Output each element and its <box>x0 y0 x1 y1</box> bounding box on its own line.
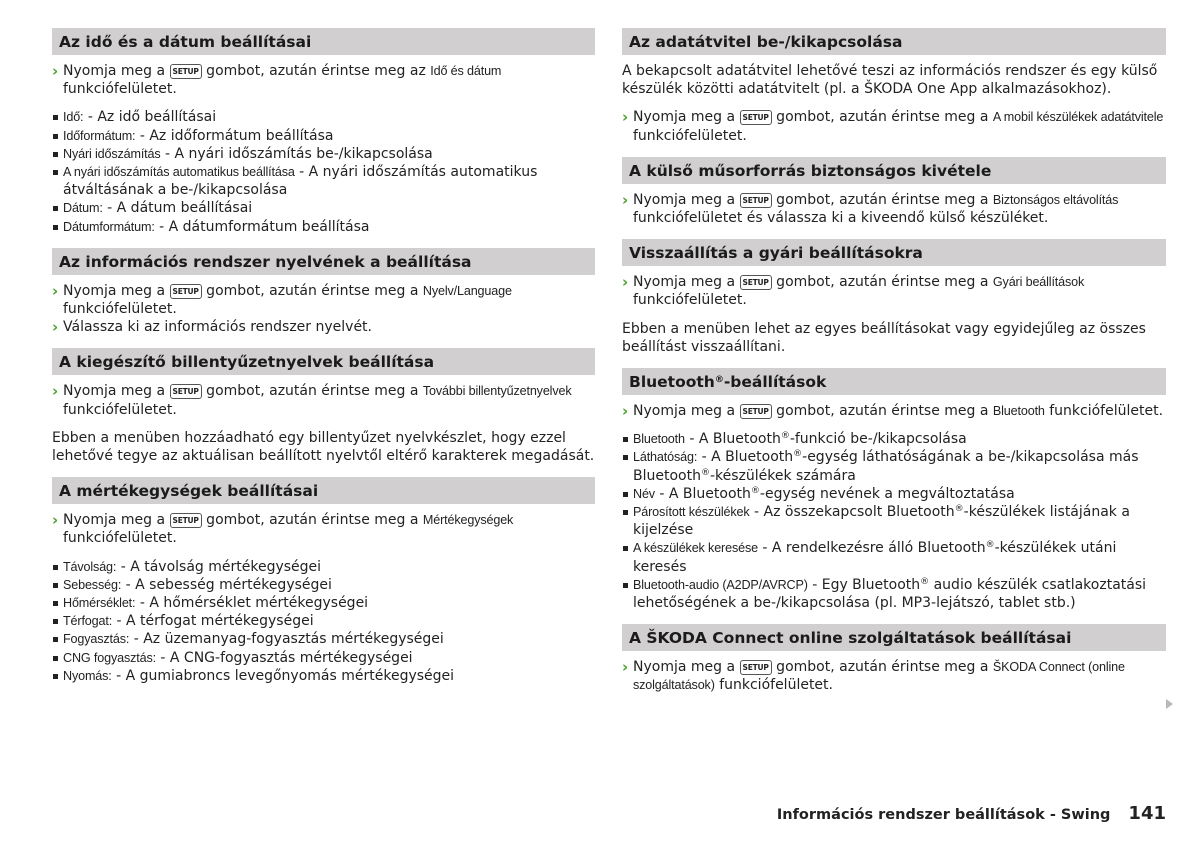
step-text: funkciófelületet. <box>63 81 177 98</box>
function-term: Bluetooth <box>992 404 1045 419</box>
item-text: -készülékek listájának a kijelzése <box>633 504 1130 539</box>
item-text: - A távolság mértékegységei <box>116 558 322 575</box>
step-text: gombot, azután érintse meg a <box>771 403 993 420</box>
function-term: ŠKODA Connect (online szolgáltatások) <box>633 660 1125 693</box>
section-safe-removal <box>622 157 1166 227</box>
function-term: A nyári időszámítás automatikus beállítása <box>63 165 295 180</box>
setup-key-icon: SETUP <box>170 513 202 528</box>
section-heading: A ŠKODA Connect online szolgáltatások beállításai <box>622 624 1166 651</box>
item-text: - Az időformátum beállítása <box>135 127 334 144</box>
item-text: - A Bluetooth <box>684 431 781 448</box>
section-bluetooth <box>622 368 1166 612</box>
registered-mark: ® <box>780 431 790 442</box>
list-item <box>52 612 595 630</box>
function-term: A mobil készülékek adatátvitele <box>992 110 1164 125</box>
function-term: Nyári időszámítás <box>63 146 161 161</box>
page-number: 141 <box>1128 803 1166 824</box>
function-term: Távolság: <box>63 559 117 574</box>
item-text: - A térfogat mértékegységei <box>112 613 314 630</box>
list-item <box>52 576 595 594</box>
setup-key-icon: SETUP <box>170 384 202 399</box>
settings-list <box>622 430 1166 612</box>
section-data-transfer <box>622 28 1166 145</box>
step-text: Válassza ki az információs rendszer nyelvét. <box>63 319 372 336</box>
instruction-step <box>52 382 595 418</box>
page-footer <box>777 803 1166 824</box>
item-text: - A dátumformátum beállítása <box>154 218 370 235</box>
continue-arrow-icon <box>1166 699 1173 709</box>
list-item <box>52 145 595 163</box>
section-heading: A kiegészítő billentyűzetnyelvek beállítása <box>52 348 595 375</box>
section-skoda-connect <box>622 624 1166 694</box>
right-column <box>622 28 1166 707</box>
list-item <box>622 448 1166 484</box>
function-term: Biztonságos eltávolítás <box>992 192 1119 207</box>
instruction-step <box>622 658 1166 694</box>
paragraph: Ebben a menüben lehet az egyes beállításokat vagy egyidejűleg az összes beállítást visszaállítani. <box>622 320 1146 355</box>
footer-title: Információs rendszer beállítások - Swing <box>776 807 1111 823</box>
list-item <box>622 503 1166 539</box>
step-text: funkciófelületet. <box>633 127 747 144</box>
step-text: gombot, azután érintse meg a <box>771 659 993 676</box>
function-term: Idő: <box>63 110 84 125</box>
function-term: Térfogat: <box>63 614 113 629</box>
item-text: - A dátum beállításai <box>102 200 253 217</box>
step-text: gombot, azután érintse meg az <box>201 63 431 79</box>
step-text: Nyomja meg a <box>63 383 170 400</box>
step-text: Nyomja meg a <box>633 109 740 126</box>
function-term: Gyári beállítások <box>992 275 1085 290</box>
chevron-right-icon: › <box>52 382 59 401</box>
step-text: gombot, azután érintse meg a <box>771 191 993 208</box>
item-text: - A CNG-fogyasztás mértékegységei <box>155 649 413 666</box>
item-text: -készülékek számára <box>709 467 856 484</box>
step-text: gombot, azután érintse meg a <box>201 383 423 400</box>
list-item <box>52 218 595 236</box>
heading-text: -beállítások <box>723 373 827 392</box>
left-column <box>52 28 595 697</box>
function-term: Nyomás: <box>63 668 112 683</box>
setup-key-icon: SETUP <box>740 404 772 419</box>
settings-list <box>52 558 595 685</box>
registered-mark: ® <box>920 576 930 587</box>
section-heading: Az idő és a dátum beállításai <box>52 28 595 55</box>
chevron-right-icon: › <box>52 62 59 80</box>
instruction-step <box>622 402 1166 420</box>
list-item <box>52 199 595 217</box>
instruction-step <box>52 62 595 98</box>
list-item <box>622 576 1166 612</box>
step-text: gombot, azután érintse meg a <box>201 282 423 299</box>
function-term: Időformátum: <box>63 128 136 143</box>
instruction-step <box>52 282 595 318</box>
function-term: További billentyűzetnyelvek <box>422 384 572 399</box>
instruction-step <box>622 191 1166 227</box>
list-item <box>52 558 595 576</box>
step-text: Nyomja meg a <box>633 274 740 291</box>
step-text: funkciófelületet. <box>63 401 177 418</box>
section-heading: A külső műsorforrás biztonságos kivétele <box>622 157 1166 184</box>
function-term: Dátumformátum: <box>63 219 155 234</box>
settings-list <box>52 108 595 235</box>
function-term: Sebesség: <box>63 577 122 592</box>
chevron-right-icon: › <box>622 190 629 209</box>
function-term: Láthatóság: <box>633 450 698 465</box>
step-text: Nyomja meg a <box>63 512 170 529</box>
list-item <box>52 594 595 612</box>
list-item <box>52 667 595 685</box>
section-heading: Az információs rendszer nyelvének a beállítása <box>52 248 595 275</box>
paragraph: Ebben a menüben hozzáadható egy billentyűzet nyelvkészlet, hogy ezzel lehetővé tegye az aktuálisan beállított nyelvtől eltérő karakterek megadását. <box>52 429 595 465</box>
item-text: - A gumiabroncs levegőnyomás mértékegységei <box>111 667 455 684</box>
step-text: gombot, azután érintse meg a <box>771 274 993 291</box>
function-term: A készülékek keresése <box>633 541 758 556</box>
item-text: - A sebesség mértékegységei <box>121 576 332 593</box>
list-item <box>52 127 595 145</box>
setup-key-icon: SETUP <box>170 284 202 299</box>
step-text: Nyomja meg a <box>633 659 740 676</box>
step-text: funkciófelületet és válassza ki a kiveendő külső készüléket. <box>633 210 1049 227</box>
section-units <box>52 477 595 685</box>
instruction-step <box>622 273 1166 309</box>
registered-mark: ® <box>714 375 724 386</box>
item-text: -egység láthatóságának a be-/kikapcsolása más Bluetooth <box>633 449 1139 484</box>
item-text: - A nyári időszámítás be-/kikapcsolása <box>160 145 433 162</box>
chevron-right-icon: › <box>622 108 629 127</box>
step-text: Nyomja meg a <box>633 191 740 208</box>
function-term: Dátum: <box>63 201 103 216</box>
list-item <box>52 649 595 667</box>
setup-key-icon: SETUP <box>740 110 772 125</box>
section-time-date <box>52 28 595 236</box>
function-term: Bluetooth-audio (A2DP/AVRCP) <box>633 577 808 592</box>
section-language <box>52 248 595 337</box>
registered-mark: ® <box>985 540 995 551</box>
list-item <box>52 163 595 199</box>
function-term: Idő és dátum <box>430 64 502 78</box>
function-term: Bluetooth <box>633 432 685 447</box>
chevron-right-icon: › <box>52 281 59 300</box>
function-term: Név <box>633 486 655 501</box>
step-text: funkciófelületet. <box>633 292 747 309</box>
function-term: Hőmérséklet: <box>63 596 136 611</box>
step-text: gombot, azután érintse meg a <box>771 109 993 126</box>
chevron-right-icon: › <box>52 318 59 337</box>
function-term: CNG fogyasztás: <box>63 650 156 665</box>
instruction-step <box>52 318 595 336</box>
setup-key-icon: SETUP <box>740 660 772 675</box>
item-text: - A hőmérséklet mértékegységei <box>135 595 369 612</box>
chevron-right-icon: › <box>52 511 59 530</box>
item-text: - A rendelkezésre álló Bluetooth <box>757 540 986 557</box>
item-text: -készülékek utáni keresés <box>633 540 1117 575</box>
step-text: funkciófelületet. <box>63 530 177 547</box>
list-item <box>622 485 1166 503</box>
registered-mark: ® <box>700 467 710 478</box>
registered-mark: ® <box>793 449 803 460</box>
function-term: Nyelv/Language <box>422 283 512 298</box>
registered-mark: ® <box>750 485 760 496</box>
list-item <box>622 430 1166 448</box>
paragraph: A bekapcsolt adatátvitel lehetővé teszi az információs rendszer és egy külső készülék közötti adatátvitelt (pl. a ŠKODA One App alkalmazásokhoz). <box>622 63 1158 98</box>
step-text: Nyomja meg a <box>63 282 170 299</box>
section-heading: Az adatátvitel be-/kikapcsolása <box>622 28 1166 55</box>
instruction-step <box>622 108 1166 144</box>
chevron-right-icon: › <box>622 273 629 292</box>
item-text: -funkció be-/kikapcsolása <box>789 431 967 448</box>
instruction-step <box>52 511 595 547</box>
item-text: - A Bluetooth <box>697 449 794 466</box>
list-item <box>52 630 595 648</box>
item-text: - Az üzemanyag-fogyasztás mértékegységei <box>129 631 444 648</box>
step-text: Nyomja meg a <box>633 403 740 420</box>
step-text: funkciófelületet. <box>63 301 177 318</box>
item-text: - A nyári időszámítás automatikus átváltásának a be-/kikapcsolása <box>63 164 538 199</box>
setup-key-icon: SETUP <box>740 275 772 290</box>
step-text: Nyomja meg a <box>63 63 170 79</box>
function-term: Fogyasztás: <box>63 632 130 647</box>
step-text: funkciófelületet. <box>714 677 833 694</box>
setup-key-icon: SETUP <box>170 64 202 79</box>
section-keyboard-languages <box>52 348 595 465</box>
section-heading: Visszaállítás a gyári beállításokra <box>622 239 1166 266</box>
function-term: Mértékegységek <box>422 513 514 528</box>
item-text: - A Bluetooth <box>654 485 751 502</box>
registered-mark: ® <box>954 504 964 515</box>
item-text: - Egy Bluetooth <box>807 576 921 593</box>
chevron-right-icon: › <box>622 658 629 677</box>
item-text: - Az összekapcsolt Bluetooth <box>749 504 955 521</box>
item-text: audio készülék csatlakoztatási lehetőségének a be-/kikapcsolása (pl. MP3-lejátszó, tablet stb.) <box>633 576 1147 612</box>
chevron-right-icon: › <box>622 402 629 421</box>
step-text: funkciófelületet. <box>1044 403 1164 420</box>
section-heading <box>622 368 1166 395</box>
list-item <box>52 108 595 126</box>
section-factory-reset <box>622 239 1166 356</box>
list-item <box>622 539 1166 575</box>
step-text: gombot, azután érintse meg a <box>201 512 423 529</box>
item-text: - Az idő beállításai <box>83 109 217 126</box>
function-term: Párosított készülékek <box>633 505 750 520</box>
setup-key-icon: SETUP <box>740 193 772 208</box>
item-text: -egység nevének a megváltoztatása <box>759 485 1015 502</box>
heading-text: Bluetooth <box>629 373 715 392</box>
section-heading: A mértékegységek beállításai <box>52 477 595 504</box>
